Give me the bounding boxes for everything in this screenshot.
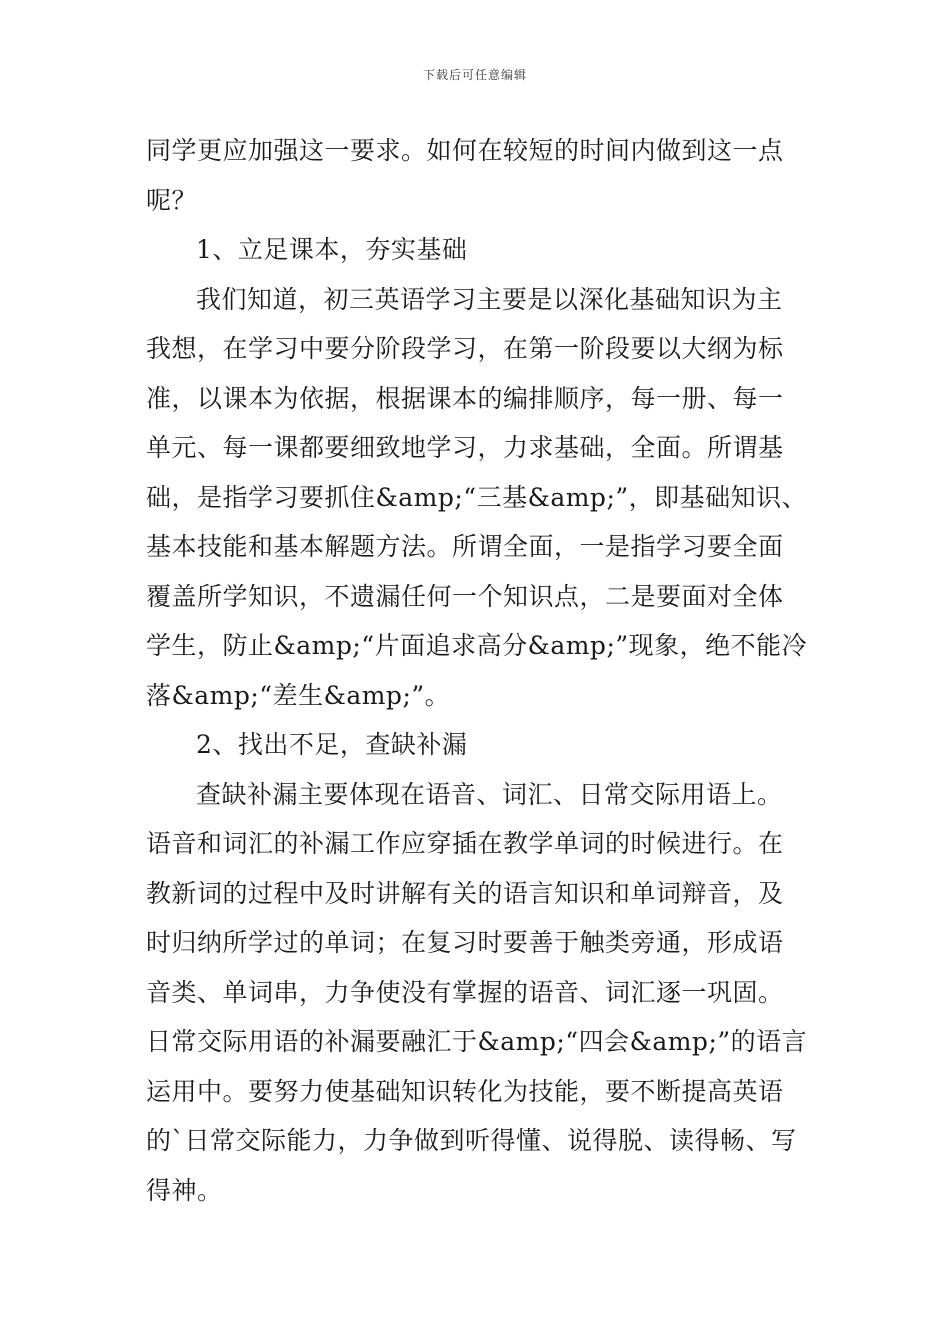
text-line: 准，以课本为依据，根据课本的编排顺序，每一册、每一 (146, 383, 784, 413)
text-line: 教新词的过程中及时讲解有关的语言知识和单词辩音，及 (146, 878, 784, 908)
text-line: 覆盖所学知识，不遗漏任何一个知识点，二是要面对全体 (146, 581, 784, 611)
text-line: 我想，在学习中要分阶段学习，在第一阶段要以大纲为标 (146, 334, 784, 363)
section-heading: 2、找出不足，查缺补漏 (196, 730, 468, 759)
text-line: 础，是指学习要抓住&amp;“三基&amp;”，即基础知识、 (146, 482, 808, 512)
text-line: 得神。 (146, 1175, 223, 1205)
text-line: 落&amp;“差生&amp;”。 (146, 680, 451, 710)
section-heading: 1、立足课本，夯实基础 (196, 235, 468, 264)
document-body (146, 126, 806, 1215)
paragraph-first-line: 我们知道，初三英语学习主要是以深化基础知识为主 (196, 284, 783, 314)
text-line: 单元、每一课都要细致地学习，力求基础，全面。所谓基 (146, 433, 784, 462)
paragraph-first-line: 查缺补漏主要体现在语音、词汇、日常交际用语上。 (196, 779, 783, 809)
text-line: 运用中。要努力使基础知识转化为技能，要不断提高英语 (146, 1076, 784, 1106)
text-line: 音类、单词串，力争使没有掌握的语音、词汇逐一巩固。 (146, 977, 784, 1007)
text-line: 的`日常交际能力，力争做到听得懂、说得脱、读得畅、写 (146, 1126, 797, 1155)
text-line: 同学更应加强这一要求。如何在较短的时间内做到这一点 (146, 136, 784, 165)
text-line: 呢？ (146, 185, 198, 215)
header-note: 下载后可任意编辑 (422, 68, 527, 82)
text-line: 日常交际用语的补漏要融汇于&amp;“四会&amp;”的语言 (146, 1027, 808, 1056)
text-line: 时归纳所学过的单词；在复习时要善于触类旁通，形成语 (146, 928, 784, 957)
text-line: 语音和词汇的补漏工作应穿插在教学单词的时候进行。在 (146, 829, 784, 858)
text-line: 学生，防止&amp;“片面追求高分&amp;”现象，绝不能冷 (146, 631, 808, 660)
text-line: 基本技能和基本解题方法。所谓全面，一是指学习要全面 (146, 532, 784, 561)
